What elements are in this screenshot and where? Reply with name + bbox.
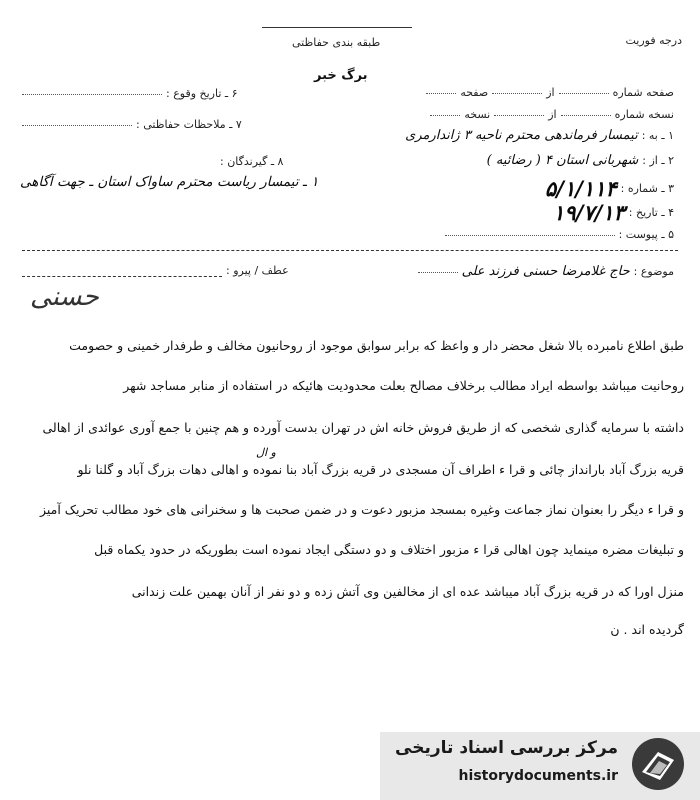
header-separator — [22, 250, 678, 251]
to-label: ۱ ـ به : — [641, 129, 674, 142]
from-value: شهربانی استان ۴ ( رضائیه ) — [486, 153, 639, 168]
date-row — [553, 200, 674, 225]
to-value: تیمسار فرماندهی محترم ناحیه ۳ ژاندارمری — [405, 128, 638, 143]
body-line-2: روحانیت میباشد بواسطه ایراد مطالب برخلاف مصالح بعلت محدودیت هائیکه در استفاده از منابر مساجد شهر — [123, 378, 684, 393]
subject-value: حاج غلامرضا حسنی فرزند علی — [461, 264, 630, 279]
body-line-3: داشته با سرمایه گذاری شخصی که از طریق فروش خانه اش در تهران بدست آورده و هم چنین با جمع آوری عوائدی از اهالی — [42, 420, 684, 435]
number-row — [545, 176, 674, 201]
body-line-8: گردیده اند . ن — [610, 622, 684, 637]
number-value: ۵/۱/۱۱۴ — [544, 176, 617, 201]
body-line-1: طبق اطلاع نامبرده بالا شغل محضر دار و واعظ که برابر سوابق موجود از روحانیون مخالف و طرفدار خمینی و حصومت — [69, 338, 684, 353]
security-notes-row — [22, 118, 242, 131]
priority-label: درجه فوریت — [625, 34, 682, 47]
copy-number-label: نسخه شماره — [614, 108, 674, 121]
from-label: ۲ ـ از : — [642, 154, 674, 167]
body-line-4: قریه بزرگ آباد بارانداز چائی و قرا ء اطراف آن مسجدی در قریه بزرگ آباد بنا نموده و اهالی دهات بزرگ آباد و گلنا نلو — [77, 462, 684, 477]
from-row — [487, 153, 674, 168]
watermark-url: historydocuments.ir — [458, 768, 618, 784]
body-annotation: و ال — [256, 446, 276, 459]
subject-dots — [418, 271, 458, 273]
body-line-5: و قرا ء دیگر را بعنوان نماز جماعت وغیره بمسجد مزبور دعوت و در ضمن صحبت ها و سخنرانی های خود مطالب تحریک آمیز — [39, 502, 684, 517]
recipients-label: ۸ ـ گیرندگان : — [220, 155, 284, 168]
attachment-label: ۵ ـ پیوست : — [618, 228, 674, 241]
attachment-dots — [445, 234, 615, 236]
page-number-label: صفحه شماره — [612, 86, 674, 99]
page-from-label: از — [546, 86, 555, 99]
watermark-title: مرکز بررسی اسناد تاریخی — [395, 738, 618, 758]
watermark — [0, 728, 700, 800]
copy-from-dots — [494, 114, 544, 116]
copy-from-label: از — [548, 108, 557, 121]
date-of-event-dots — [22, 93, 162, 95]
security-notes-dots — [22, 124, 132, 126]
copy-number-dots — [561, 114, 611, 116]
classification-label: طبقه بندی حفاظتی — [292, 36, 381, 49]
subject-row — [418, 264, 674, 279]
page-dots — [426, 92, 456, 94]
book-logo-icon — [630, 736, 686, 792]
page-label: صفحه — [460, 86, 489, 99]
reference-label: عطف / پیرو : — [226, 264, 289, 277]
copy-number-row — [430, 108, 674, 121]
copy-label: نسخه — [464, 108, 491, 121]
recipients-value: ۱ ـ تیمسار ریاست محترم ساواک استان ـ جهت آگاهی — [20, 174, 319, 190]
classification-rule — [262, 27, 412, 28]
reference-dots — [22, 276, 222, 277]
subject-label: موضوع : — [633, 265, 674, 278]
date-of-event-label: ۶ ـ تاریخ وقوع : — [166, 87, 238, 100]
body-line-7: منزل اورا که در قریه بزرگ آباد میباشد عده ای از مخالفین وی آتش زده و دو نفر از آنان بهمین علت زندانی — [131, 584, 684, 599]
copy-dots — [430, 114, 460, 116]
attachment-row — [445, 228, 674, 241]
body-line-6: و تبلیغات مضره مینماید چون اهالی قرا ء مزبور اختلاف و دو دستگی ایجاد نموده است بطوریکه در حدود یکماه قبل — [94, 542, 684, 557]
page-number-row — [426, 86, 674, 99]
to-row — [405, 128, 674, 143]
date-value: ۱۹/۷/۱۳ — [553, 200, 625, 225]
handwritten-mark: حسنی — [30, 282, 99, 312]
number-label: ۳ ـ شماره : — [620, 182, 674, 195]
date-label: ۴ ـ تاریخ : — [628, 206, 674, 219]
form-title: برگ خبر — [314, 68, 368, 83]
page-from-dots — [492, 92, 542, 94]
date-of-event-row — [22, 87, 238, 100]
page-number-dots — [559, 92, 609, 94]
security-notes-label: ۷ ـ ملاحظات حفاظتی : — [136, 118, 242, 131]
